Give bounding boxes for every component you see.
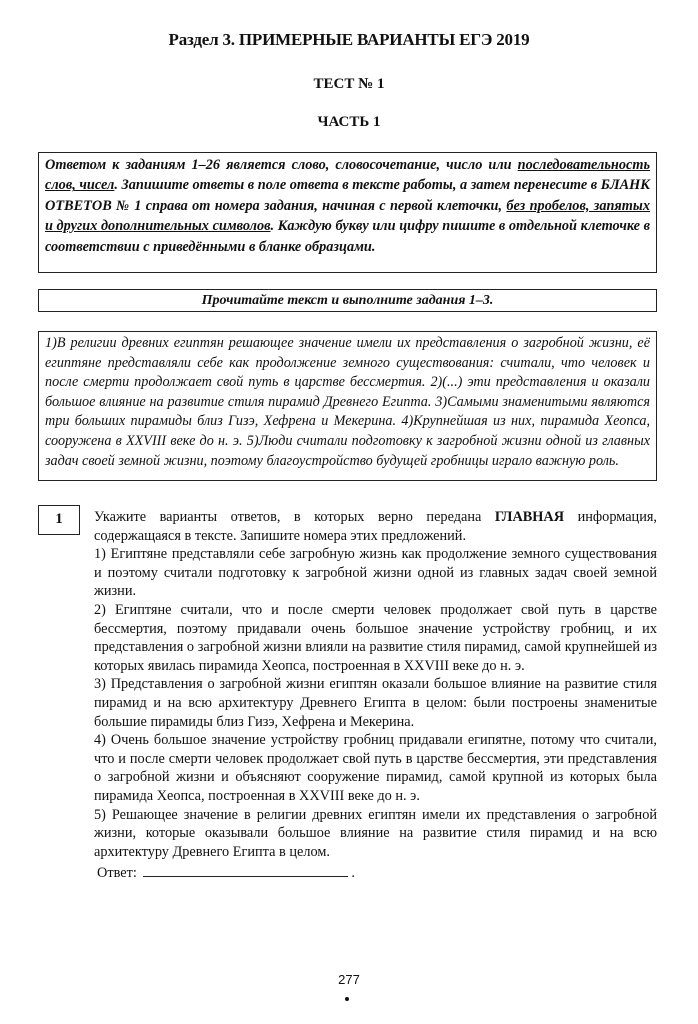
section-title: Раздел 3. ПРИМЕРНЫЕ ВАРИАНТЫ ЕГЭ 2019 [168,30,530,49]
instructions-text: . Каждую букву или цифру пишите в отдельной клеточке в соответствии с приведёнными в бланке образцами. [45,218,650,255]
task-number-box: 1 [38,505,80,535]
instructions-underline: без пробелов, запятых и других дополнительных символов [45,197,650,235]
page-dot-mark [345,997,349,1001]
passage-box [38,331,657,481]
read-prompt: Прочитайте текст и выполните задания 1–3. [201,293,494,308]
task-prompt-text: Укажите варианты ответов, в которых верно передана [94,509,495,525]
answer-row [97,862,355,882]
answer-option-5: 5) Решающее значение в религии древних египтян имели их представления о загробной жизни, которые оказывали большое влияние на развитие стиля пирамид и на всю архитектуру Древнего Египта в целом. [94,806,657,860]
task-prompt-emphasis: ГЛАВНАЯ [494,509,565,525]
task-prompt-text: информация, содержащаяся в тексте. Запишите номера этих предложений. [94,509,657,544]
part-title: ЧАСТЬ 1 [317,114,381,130]
answer-option-3: 3) Представления о загробной жизни египтян оказали большое влияние на развитие стиля пирамид и на всю архитектуру Древнего Египта в целом: были построены знаменитые большие пирамиды близ Гизэ, Хефрена и Мекерина. [94,676,657,730]
instructions-text: Ответом к заданиям 1–26 является слово, словосочетание, число или [45,157,518,173]
answer-suffix: . [351,865,355,881]
test-title: ТЕСТ № 1 [313,76,385,92]
answer-field[interactable] [143,862,348,877]
passage-text: 1)В религии древних египтян решающее значение имели их представления о загробной жизни, её египтяне представляли себе как продолжение земного существования: считали, что человек и после смерти продолжает свой путь в царстве бессмертия. 2)(...) эти представления и оказали большое влияние на развитие стиля пирамид Древнего Египта. 3)Самыми знаменитыми являются три больших пирамиды близ Гизэ, Хефрена и Мекерина. 4)Крупнейшая из них, пирамида Хеопса, сооружена в XXVIII веке до н. э. 5)Люди считали подготовку к загробной жизни одной из главных задач своей земной жизни, поэтому благоустройство будущей гробницы играло важную роль. [45,335,650,469]
task-prompt [94,508,657,545]
read-prompt-box [38,289,657,312]
answer-option-4: 4) Очень большое значение устройству гробниц придавали египятне, потому что считали, что и после смерти человек продолжает свой путь в царстве бессмертия, эти представления о загробной жизни и объясняют сооружение пирамид, самой крупной из которых была пирамида Хеопса, построенная в XXVIII веке до н. э. [94,732,657,804]
answer-option-1: 1) Египтяне представляли себе загробную жизнь как продолжение земного существования и поэтому считали подготовку к загробной жизни одной из главных задач своей земной жизни. [94,546,657,600]
page-number: 277 [338,972,360,987]
instructions-text: . Запишите ответы в поле ответа в тексте работы, а затем перенесите в БЛАНК ОТВЕТОВ № 1 справа от номера задания, начиная с первой клеточки, [45,177,650,214]
answer-option-2: 2) Египтяне считали, что и после смерти человек продолжает свой путь в царстве бессмертия, поэтому придавали очень большое значение устройству гробниц, и их представления о загробной жизни влияли на развитие стиля пирамид, самой крупнейшей из которых явилась пирамида Хеопса, построенная в XXVIII веке до н. э. [94,601,657,674]
task-body [94,508,657,861]
answer-label: Ответ: [97,865,137,881]
instructions-underline: последовательность слов, чисел [45,157,650,194]
instructions-box [38,152,657,273]
